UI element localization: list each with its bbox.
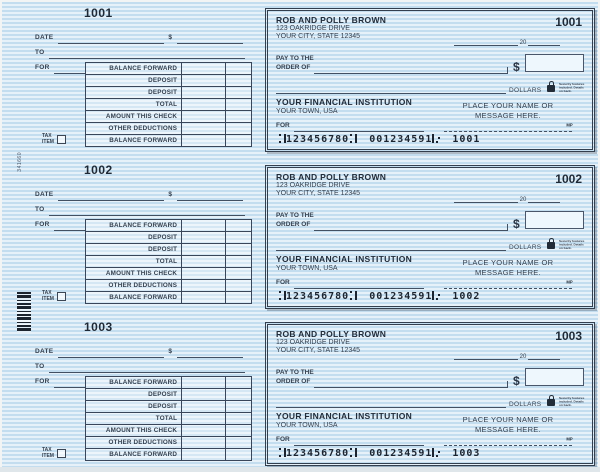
pay-to-label: PAY TO THE ORDER OF bbox=[276, 55, 314, 71]
table-row bbox=[86, 268, 252, 280]
side-barcode bbox=[17, 292, 31, 332]
check-body-1 bbox=[265, 8, 595, 152]
payer-address-line2: YOUR CITY, STATE 12345 bbox=[276, 347, 361, 354]
tax-item-checkbox[interactable] bbox=[57, 135, 66, 144]
register-row-label: BALANCE FORWARD bbox=[86, 135, 182, 147]
register-cents-cell[interactable] bbox=[226, 292, 252, 304]
register-cents-cell[interactable] bbox=[226, 268, 252, 280]
register-dollars-cell[interactable] bbox=[182, 99, 226, 111]
amount-words-line[interactable] bbox=[276, 84, 506, 94]
micr-line bbox=[278, 134, 480, 145]
table-row bbox=[86, 244, 252, 256]
date-century-label: 20 bbox=[519, 40, 527, 46]
table-row bbox=[86, 232, 252, 244]
pay-to-label: PAY TO THE ORDER OF bbox=[276, 212, 314, 228]
stub-date-label: DATE bbox=[35, 191, 54, 198]
payer-name: ROB AND POLLY BROWN bbox=[276, 329, 387, 339]
stub-register-table bbox=[85, 219, 252, 304]
table-row bbox=[86, 449, 252, 461]
micr-check-number: 1003 bbox=[452, 448, 481, 459]
for-label: FOR bbox=[276, 122, 290, 129]
check-stub-1 bbox=[0, 0, 262, 157]
micr-onus-icon bbox=[432, 448, 440, 457]
table-row bbox=[86, 292, 252, 304]
stub-for-label: FOR bbox=[35, 64, 50, 71]
signature-line[interactable] bbox=[444, 436, 572, 446]
amount-words-line[interactable] bbox=[276, 241, 506, 251]
payer-address-line1: 123 OAKRIDGE DRIVE bbox=[276, 338, 350, 346]
amount-box[interactable] bbox=[525, 54, 584, 72]
register-dollars-cell[interactable] bbox=[182, 63, 226, 75]
register-cents-cell[interactable] bbox=[226, 256, 252, 268]
register-dollars-cell[interactable] bbox=[182, 389, 226, 401]
micr-transit-icon bbox=[349, 448, 357, 457]
signature-line[interactable] bbox=[444, 279, 572, 289]
security-lock-icon bbox=[547, 85, 555, 92]
micr-transit-icon bbox=[349, 291, 357, 300]
register-row-label: AMOUNT THIS CHECK bbox=[86, 268, 182, 280]
bank-location: YOUR TOWN, USA bbox=[276, 422, 338, 429]
micr-transit-icon bbox=[278, 291, 286, 300]
for-label: FOR bbox=[276, 436, 290, 443]
register-cents-cell[interactable] bbox=[226, 449, 252, 461]
stub-to-label: TO bbox=[35, 49, 45, 56]
table-row bbox=[86, 280, 252, 292]
register-cents-cell[interactable] bbox=[226, 425, 252, 437]
micr-transit-icon bbox=[278, 448, 286, 457]
register-cents-cell[interactable] bbox=[226, 135, 252, 147]
date-line[interactable] bbox=[454, 350, 560, 360]
register-dollars-cell[interactable] bbox=[182, 232, 226, 244]
payee-line[interactable] bbox=[314, 221, 508, 231]
memo-line[interactable] bbox=[294, 279, 424, 289]
register-cents-cell[interactable] bbox=[226, 87, 252, 99]
payer-address-line2: YOUR CITY, STATE 12345 bbox=[276, 190, 361, 197]
register-row-label: DEPOSIT bbox=[86, 389, 182, 401]
stub-register-table bbox=[85, 62, 252, 147]
register-dollars-cell[interactable] bbox=[182, 292, 226, 304]
register-row-label: OTHER DEDUCTIONS bbox=[86, 123, 182, 135]
check-body-2 bbox=[265, 165, 595, 309]
register-row-label: BALANCE FORWARD bbox=[86, 63, 182, 75]
register-dollars-cell[interactable] bbox=[182, 377, 226, 389]
payer-address-line2: YOUR CITY, STATE 12345 bbox=[276, 33, 361, 40]
micr-onus-icon bbox=[432, 134, 440, 143]
security-lock-icon bbox=[547, 399, 555, 406]
micr-check-number: 1002 bbox=[452, 291, 481, 302]
check-stub-2 bbox=[0, 157, 262, 314]
check-unit-1 bbox=[0, 0, 600, 157]
name-message-placeholder: PLACE YOUR NAME OR MESSAGE HERE. bbox=[462, 101, 554, 120]
bank-name: YOUR FINANCIAL INSTITUTION bbox=[276, 411, 413, 421]
table-row bbox=[86, 425, 252, 437]
stub-check-number: 1002 bbox=[84, 163, 113, 177]
bank-location: YOUR TOWN, USA bbox=[276, 108, 338, 115]
check-unit-2 bbox=[0, 157, 600, 314]
dollar-sign: $ bbox=[513, 60, 520, 74]
table-row bbox=[86, 75, 252, 87]
stub-check-number: 1001 bbox=[84, 6, 113, 20]
table-row bbox=[86, 389, 252, 401]
register-dollars-cell[interactable] bbox=[182, 135, 226, 147]
stub-dollar-sign: $ bbox=[168, 34, 173, 41]
tax-item-checkbox[interactable] bbox=[57, 292, 66, 301]
tax-item-checkbox[interactable] bbox=[57, 449, 66, 458]
table-row bbox=[86, 135, 252, 147]
register-row-label: DEPOSIT bbox=[86, 75, 182, 87]
security-features-text: Security features included. Details on back. bbox=[559, 83, 585, 93]
register-dollars-cell[interactable] bbox=[182, 268, 226, 280]
stub-check-number: 1003 bbox=[84, 320, 113, 334]
microprint-mark: MP bbox=[566, 280, 573, 286]
register-cents-cell[interactable] bbox=[226, 401, 252, 413]
table-row bbox=[86, 377, 252, 389]
table-row bbox=[86, 123, 252, 135]
register-dollars-cell[interactable] bbox=[182, 75, 226, 87]
dollars-label: DOLLARS bbox=[509, 401, 542, 408]
stub-for-label: FOR bbox=[35, 221, 50, 228]
register-dollars-cell[interactable] bbox=[182, 123, 226, 135]
register-cents-cell[interactable] bbox=[226, 99, 252, 111]
register-row-label: TOTAL bbox=[86, 413, 182, 425]
stub-for-line[interactable] bbox=[54, 379, 86, 388]
tax-item-label: TAX ITEM bbox=[42, 290, 54, 302]
register-cents-cell[interactable] bbox=[226, 232, 252, 244]
amount-words-line[interactable] bbox=[276, 398, 506, 408]
payer-name: ROB AND POLLY BROWN bbox=[276, 172, 387, 182]
register-dollars-cell[interactable] bbox=[182, 437, 226, 449]
register-cents-cell[interactable] bbox=[226, 377, 252, 389]
micr-account-number: 001234591 bbox=[369, 291, 433, 302]
for-label: FOR bbox=[276, 279, 290, 286]
table-row bbox=[86, 63, 252, 75]
register-dollars-cell[interactable] bbox=[182, 425, 226, 437]
stub-to-label: TO bbox=[35, 206, 45, 213]
register-dollars-cell[interactable] bbox=[182, 87, 226, 99]
bank-block bbox=[276, 98, 412, 116]
security-features-text: Security features included. Details on back. bbox=[559, 397, 585, 407]
payer-block bbox=[276, 173, 386, 199]
microprint-mark: MP bbox=[566, 437, 573, 443]
security-features-text: Security features included. Details on back. bbox=[559, 240, 585, 250]
micr-onus-icon bbox=[432, 291, 440, 300]
register-dollars-cell[interactable] bbox=[182, 111, 226, 123]
register-row-label: AMOUNT THIS CHECK bbox=[86, 111, 182, 123]
micr-account-number: 001234591 bbox=[369, 134, 433, 145]
bank-name: YOUR FINANCIAL INSTITUTION bbox=[276, 97, 413, 107]
micr-line bbox=[278, 448, 480, 459]
register-cents-cell[interactable] bbox=[226, 244, 252, 256]
register-dollars-cell[interactable] bbox=[182, 401, 226, 413]
dollars-label: DOLLARS bbox=[509, 244, 542, 251]
register-cents-cell[interactable] bbox=[226, 220, 252, 232]
bank-name: YOUR FINANCIAL INSTITUTION bbox=[276, 254, 413, 264]
check-number: 1002 bbox=[555, 172, 582, 186]
payee-line[interactable] bbox=[314, 378, 508, 388]
register-row-label: BALANCE FORWARD bbox=[86, 220, 182, 232]
micr-transit-icon bbox=[278, 134, 286, 143]
tax-item-label: TAX ITEM bbox=[42, 447, 54, 459]
register-cents-cell[interactable] bbox=[226, 389, 252, 401]
register-row-label: DEPOSIT bbox=[86, 401, 182, 413]
register-row-label: AMOUNT THIS CHECK bbox=[86, 425, 182, 437]
check-number: 1001 bbox=[555, 15, 582, 29]
table-row bbox=[86, 220, 252, 232]
security-lock-icon bbox=[547, 242, 555, 249]
stub-for-label: FOR bbox=[35, 378, 50, 385]
register-row-label: BALANCE FORWARD bbox=[86, 377, 182, 389]
register-cents-cell[interactable] bbox=[226, 63, 252, 75]
micr-routing-number: 123456780 bbox=[286, 291, 350, 302]
register-row-label: DEPOSIT bbox=[86, 244, 182, 256]
bank-block bbox=[276, 255, 412, 273]
micr-routing-number: 123456780 bbox=[286, 448, 350, 459]
date-line[interactable] bbox=[454, 193, 560, 203]
table-row bbox=[86, 256, 252, 268]
register-dollars-cell[interactable] bbox=[182, 280, 226, 292]
table-row bbox=[86, 401, 252, 413]
memo-line[interactable] bbox=[294, 436, 424, 446]
register-cents-cell[interactable] bbox=[226, 413, 252, 425]
tax-item-label: TAX ITEM bbox=[42, 133, 54, 145]
micr-account-number: 001234591 bbox=[369, 448, 433, 459]
pay-to-label: PAY TO THE ORDER OF bbox=[276, 369, 314, 385]
stub-date-label: DATE bbox=[35, 348, 54, 355]
payer-address-line1: 123 OAKRIDGE DRIVE bbox=[276, 181, 350, 189]
signature-line[interactable] bbox=[444, 122, 572, 132]
stub-for-line[interactable] bbox=[54, 65, 86, 74]
side-part-number: 341660 bbox=[17, 152, 23, 172]
name-message-placeholder: PLACE YOUR NAME OR MESSAGE HERE. bbox=[462, 415, 554, 434]
amount-box[interactable] bbox=[525, 368, 584, 386]
register-row-label: TOTAL bbox=[86, 256, 182, 268]
register-dollars-cell[interactable] bbox=[182, 244, 226, 256]
table-row bbox=[86, 87, 252, 99]
date-century-label: 20 bbox=[519, 197, 527, 203]
register-row-label: BALANCE FORWARD bbox=[86, 449, 182, 461]
payer-name: ROB AND POLLY BROWN bbox=[276, 15, 387, 25]
register-dollars-cell[interactable] bbox=[182, 449, 226, 461]
micr-routing-number: 123456780 bbox=[286, 134, 350, 145]
check-body-3 bbox=[265, 322, 595, 466]
register-cents-cell[interactable] bbox=[226, 437, 252, 449]
micr-line bbox=[278, 291, 480, 302]
register-cents-cell[interactable] bbox=[226, 280, 252, 292]
date-line[interactable] bbox=[454, 36, 560, 46]
dollars-label: DOLLARS bbox=[509, 87, 542, 94]
table-row bbox=[86, 413, 252, 425]
register-dollars-cell[interactable] bbox=[182, 256, 226, 268]
register-row-label: OTHER DEDUCTIONS bbox=[86, 437, 182, 449]
register-row-label: DEPOSIT bbox=[86, 87, 182, 99]
check-unit-3 bbox=[0, 314, 600, 472]
micr-transit-icon bbox=[349, 134, 357, 143]
payer-address-line1: 123 OAKRIDGE DRIVE bbox=[276, 24, 350, 32]
stub-date-label: DATE bbox=[35, 34, 54, 41]
stub-dollar-sign: $ bbox=[168, 348, 173, 355]
stub-dollar-sign: $ bbox=[168, 191, 173, 198]
check-stub-3 bbox=[0, 314, 262, 472]
table-row bbox=[86, 99, 252, 111]
register-dollars-cell[interactable] bbox=[182, 413, 226, 425]
register-cents-cell[interactable] bbox=[226, 111, 252, 123]
dollar-sign: $ bbox=[513, 217, 520, 231]
microprint-mark: MP bbox=[566, 123, 573, 129]
name-message-placeholder: PLACE YOUR NAME OR MESSAGE HERE. bbox=[462, 258, 554, 277]
register-dollars-cell[interactable] bbox=[182, 220, 226, 232]
table-row bbox=[86, 437, 252, 449]
register-row-label: OTHER DEDUCTIONS bbox=[86, 280, 182, 292]
date-century-label: 20 bbox=[519, 354, 527, 360]
memo-line[interactable] bbox=[294, 122, 424, 132]
bank-block bbox=[276, 412, 412, 430]
table-row bbox=[86, 111, 252, 123]
payer-block bbox=[276, 16, 386, 42]
payer-block bbox=[276, 330, 386, 356]
register-row-label: DEPOSIT bbox=[86, 232, 182, 244]
stub-register-table bbox=[85, 376, 252, 461]
register-cents-cell[interactable] bbox=[226, 75, 252, 87]
stub-for-line[interactable] bbox=[54, 222, 86, 231]
stub-to-label: TO bbox=[35, 363, 45, 370]
dollar-sign: $ bbox=[513, 374, 520, 388]
register-row-label: TOTAL bbox=[86, 99, 182, 111]
bank-location: YOUR TOWN, USA bbox=[276, 265, 338, 272]
check-number: 1003 bbox=[555, 329, 582, 343]
micr-check-number: 1001 bbox=[452, 134, 481, 145]
register-cents-cell[interactable] bbox=[226, 123, 252, 135]
register-row-label: BALANCE FORWARD bbox=[86, 292, 182, 304]
payee-line[interactable] bbox=[314, 64, 508, 74]
amount-box[interactable] bbox=[525, 211, 584, 229]
